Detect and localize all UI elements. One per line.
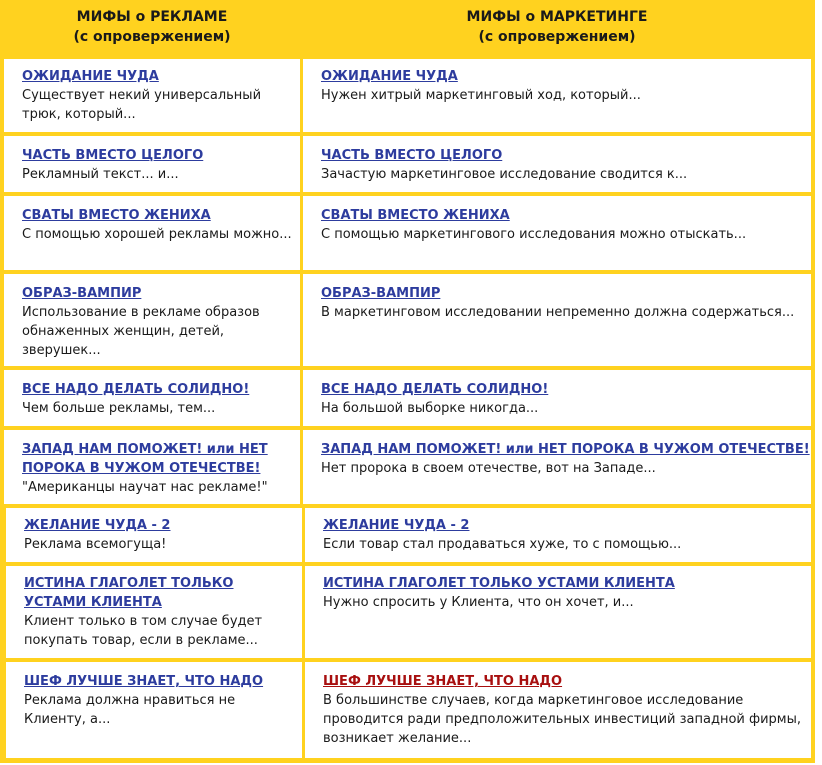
myth-link[interactable]: ВСЕ НАДО ДЕЛАТЬ СОЛИДНО! (22, 382, 250, 397)
myth-text: Нужно спросить у Клиента, что он хочет, и... (323, 595, 634, 610)
myth-link[interactable]: ОЖИДАНИЕ ЧУДА (22, 69, 159, 84)
header-marketing-title: МИФЫ о МАРКЕТИНГЕ (466, 9, 648, 25)
table-cell-left (4, 136, 300, 192)
table-cell-right (305, 508, 811, 562)
myth-link[interactable]: ЖЕЛАНИЕ ЧУДА - 2 (323, 518, 470, 533)
myth-link[interactable]: СВАТЫ ВМЕСТО ЖЕНИХА (22, 208, 211, 223)
myth-text: С помощью маркетингового исследования можно отыскать... (321, 227, 747, 242)
myth-text: Если товар стал продаваться хуже, то с помощью... (323, 537, 682, 552)
table-cell-left (4, 274, 300, 366)
table-cell-left (4, 196, 300, 270)
myth-link[interactable]: ЗАПАД НАМ ПОМОЖЕТ! или НЕТ ПОРОКА В ЧУЖОМ ОТЕЧЕСТВЕ! (22, 442, 268, 476)
myth-link[interactable]: ЧАСТЬ ВМЕСТО ЦЕЛОГО (22, 148, 204, 163)
myth-text: С помощью хорошей рекламы можно... (22, 227, 292, 242)
myth-text: "Американцы научат нас рекламе!" (22, 480, 268, 495)
myth-text: Клиент только в том случае будет покупать товар, если в рекламе... (24, 614, 263, 648)
myth-text: Реклама всемогуща! (24, 537, 167, 552)
myth-link[interactable]: ОЖИДАНИЕ ЧУДА (321, 69, 458, 84)
myth-text: Чем больше рекламы, тем... (22, 401, 216, 416)
myth-link[interactable]: ИСТИНА ГЛАГОЛЕТ ТОЛЬКО УСТАМИ КЛИЕНТА (24, 576, 234, 610)
myth-text: На большой выборке никогда... (321, 401, 539, 416)
myth-link[interactable]: ОБРАЗ-ВАМПИР (321, 286, 441, 301)
table-cell-right (303, 196, 811, 270)
myth-link[interactable]: ЗАПАД НАМ ПОМОЖЕТ! или НЕТ ПОРОКА В ЧУЖОМ ОТЕЧЕСТВЕ! (321, 442, 810, 457)
header-marketing (303, 3, 811, 55)
myth-link[interactable]: ЖЕЛАНИЕ ЧУДА - 2 (24, 518, 171, 533)
table-cell-left (4, 430, 300, 504)
table-cell-right (305, 566, 811, 658)
table-cell-right (303, 136, 811, 192)
table-cell-left (4, 59, 300, 132)
table-cell-right (303, 370, 811, 426)
myth-text: Нет пророка в своем отечестве, вот на Западе... (321, 461, 656, 476)
myth-text: В маркетинговом исследовании непременно должна содержаться... (321, 305, 795, 320)
table-cell-right (303, 59, 811, 132)
header-marketing-subtitle: (с опровержением) (478, 29, 636, 45)
table-cell-left (6, 508, 302, 562)
header-advertising-subtitle: (с опровержением) (73, 29, 231, 45)
myth-link[interactable]: ЧАСТЬ ВМЕСТО ЦЕЛОГО (321, 148, 503, 163)
table-cell-right (303, 430, 811, 504)
myth-link[interactable]: ОБРАЗ-ВАМПИР (22, 286, 142, 301)
table-cell-left (6, 662, 302, 758)
header-advertising-title: МИФЫ о РЕКЛАМЕ (76, 9, 228, 25)
myth-link[interactable]: ШЕФ ЛУЧШЕ ЗНАЕТ, ЧТО НАДО (24, 674, 264, 689)
myth-text: Реклама должна нравиться не Клиенту, а... (24, 693, 236, 727)
myth-text: Зачастую маркетинговое исследование сводится к... (321, 167, 688, 182)
myth-text: Рекламный текст... и... (22, 167, 179, 182)
myth-text: Нужен хитрый маркетинговый ход, который... (321, 88, 641, 103)
myth-link[interactable]: ИСТИНА ГЛАГОЛЕТ ТОЛЬКО УСТАМИ КЛИЕНТА (323, 576, 675, 591)
table-cell-left (6, 566, 302, 658)
myth-link-visited[interactable]: ШЕФ ЛУЧШЕ ЗНАЕТ, ЧТО НАДО (323, 674, 563, 689)
myth-link[interactable]: СВАТЫ ВМЕСТО ЖЕНИХА (321, 208, 510, 223)
header-advertising (4, 3, 300, 55)
table-cell-right (303, 274, 811, 366)
myth-text: В большинстве случаев, когда маркетинговое исследование проводится ради предположительных инвестиций западной фирмы, возникает желание... (323, 693, 802, 746)
table-cell-left (4, 370, 300, 426)
myth-link[interactable]: ВСЕ НАДО ДЕЛАТЬ СОЛИДНО! (321, 382, 549, 397)
myth-text: Существует некий универсальный трюк, который... (22, 88, 262, 122)
myth-text: Использование в рекламе образов обнаженных женщин, детей, зверушек... (22, 305, 260, 358)
table-cell-right (305, 662, 811, 758)
